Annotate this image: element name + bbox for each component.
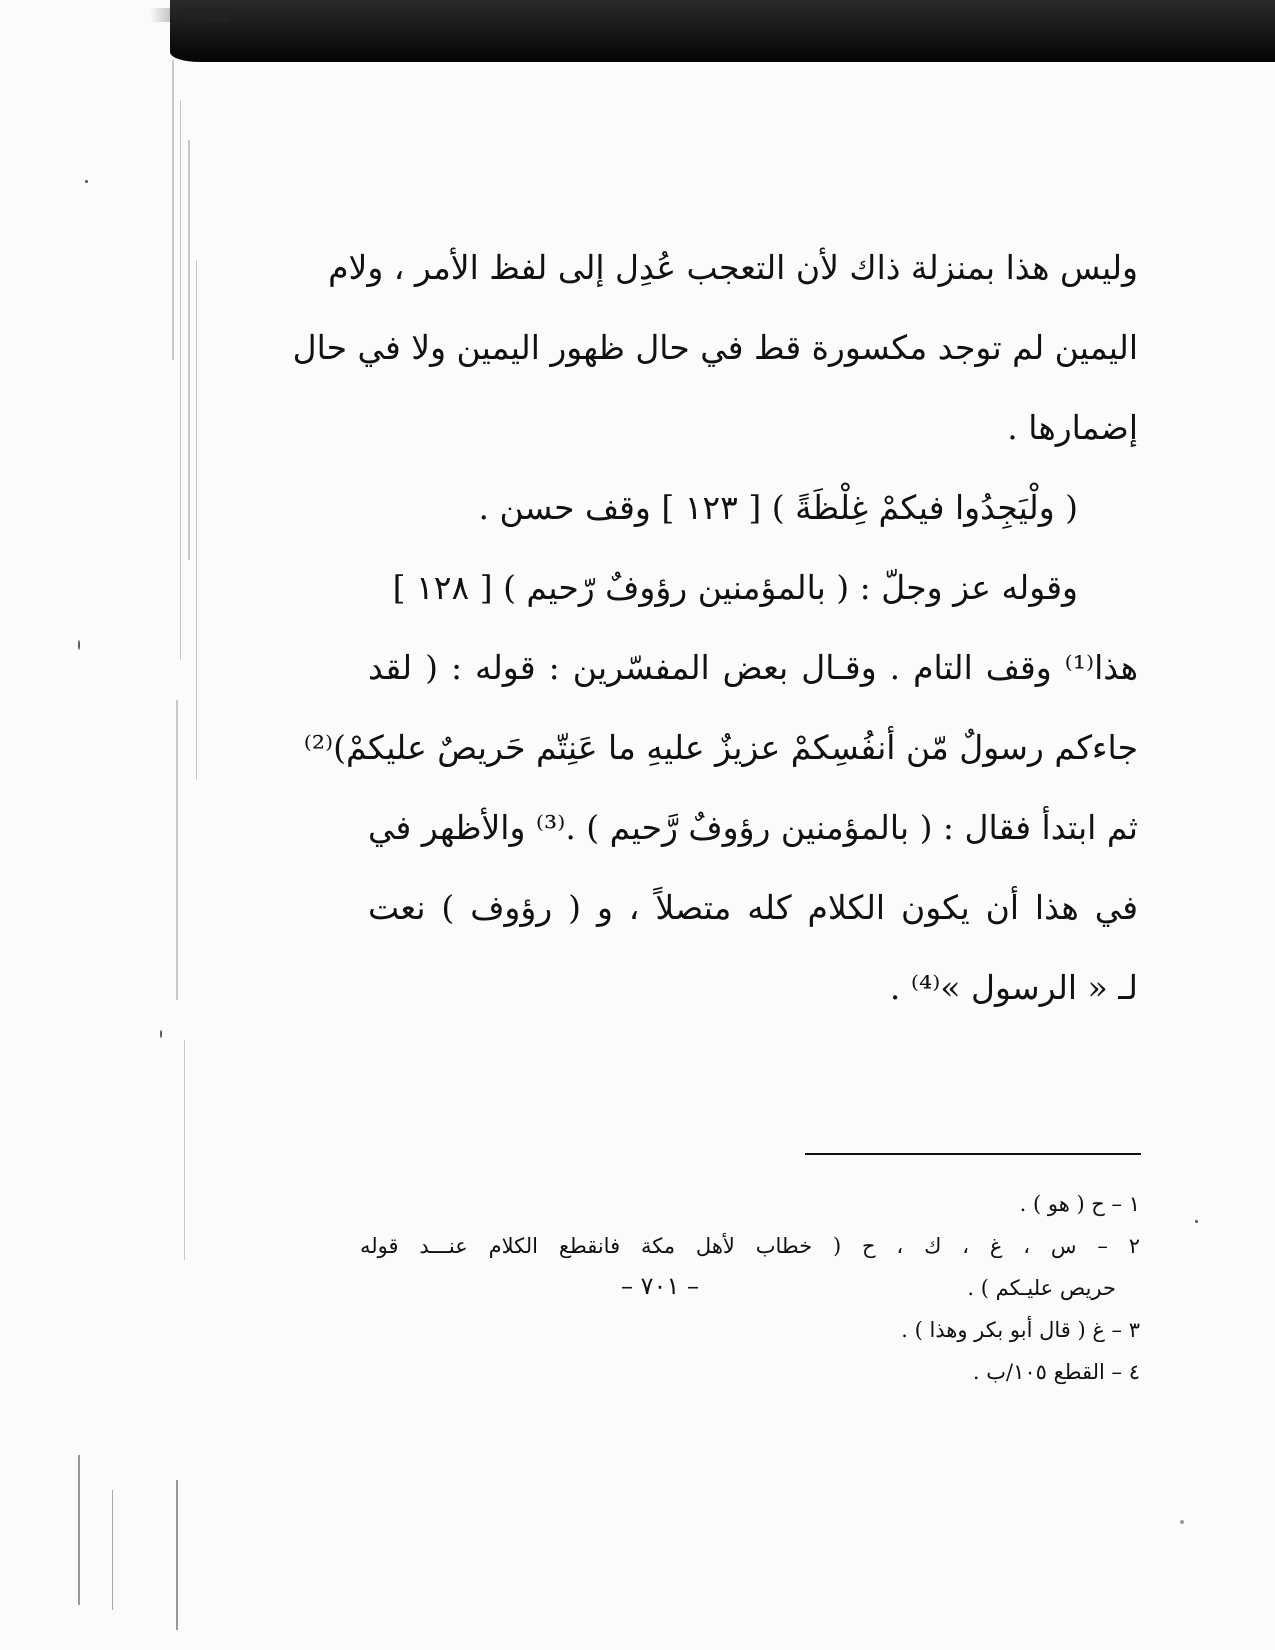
main-text bbox=[292, 228, 1138, 1028]
page-number: – ٧٠١ – bbox=[621, 1272, 699, 1300]
text-line: وقوله عز وجلّ : ( بالمؤمنين رؤوفٌ رّحيم ) [ ١٢٨ ] bbox=[392, 568, 1078, 607]
scan-top-edge-shadow bbox=[170, 0, 1275, 62]
footnote: ٢ – س ، غ ، ك ، ح ( خطاب لأهل مكة فانقطع الكلام عنـــد قوله bbox=[360, 1234, 1140, 1258]
scan-top-edge-fade bbox=[150, 8, 230, 22]
footnote-continuation: حريص عليـكم ) . bbox=[967, 1276, 1116, 1300]
footnote: ٤ – القطع ١٠٥/ب . bbox=[972, 1360, 1140, 1384]
text-line: جاءكم رسولٌ مّن أنفُسِكمْ عزيزٌ عليهِ ما عَنِتّم حَريصٌ عليكمْ)⁽²⁾ bbox=[303, 728, 1138, 767]
footnote: ٣ – غ ( قال أبو بكر وهذا ) . bbox=[901, 1318, 1140, 1342]
text-line: لـ « الرسول »⁽⁴⁾ . bbox=[889, 968, 1138, 1007]
text-line: ( ولْيَجِدُوا فيكمْ غِلْظَةً ) [ ١٢٣ ] وقف حسن . bbox=[478, 488, 1078, 527]
text-line: ثم ابتدأ فقال : ( بالمؤمنين رؤوفٌ رَّحيم ) .⁽³⁾ والأظهر في bbox=[368, 808, 1138, 847]
footnote: ١ – ح ( هو ) . bbox=[1019, 1192, 1140, 1216]
footnote-divider bbox=[805, 1153, 1141, 1155]
text-line: في هذا أن يكون الكلام كله متصلاً ، و ( رؤوف ) نعت bbox=[368, 888, 1138, 927]
text-line: اليمين لم توجد مكسورة قط في حال ظهور اليمين ولا في حال bbox=[292, 328, 1138, 367]
text-line: إضمارها . bbox=[1007, 408, 1138, 447]
text-line: وليس هذا بمنزلة ذاك لأن التعجب عُدِل إلى لفظ الأمر ، ولام bbox=[328, 248, 1138, 287]
text-line: هذا⁽¹⁾ وقف التام . وقـال بعض المفسّرين : قوله : ( لقد bbox=[368, 648, 1138, 687]
